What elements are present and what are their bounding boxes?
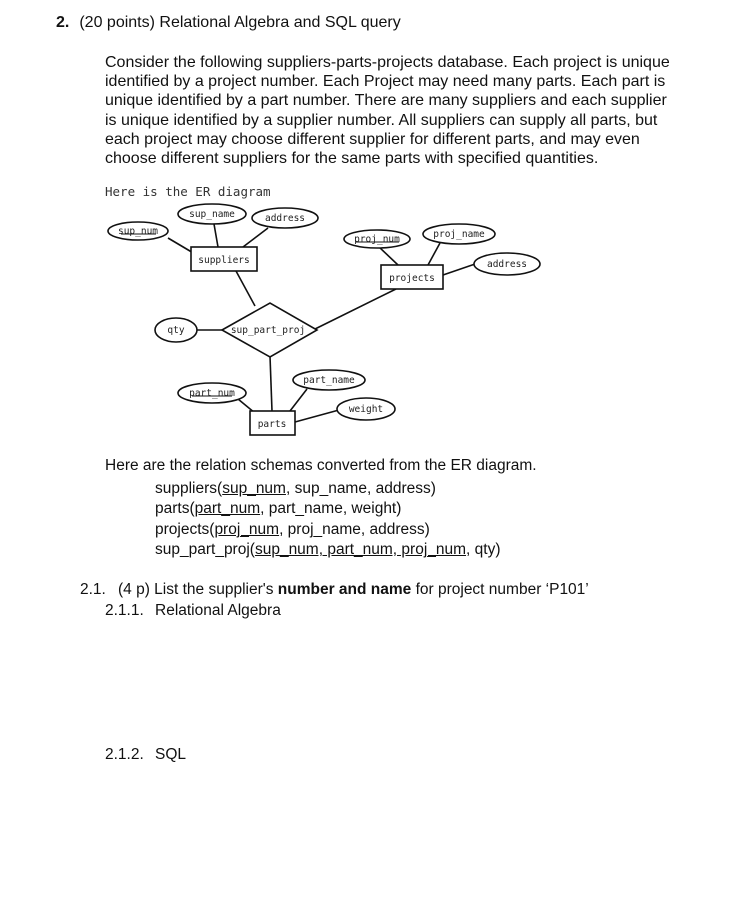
attr-weight: weight — [348, 404, 384, 415]
schema-name: suppliers( — [155, 480, 223, 497]
attr-proj-num: proj_num — [354, 234, 400, 245]
subquestion-number: 2.1.2. — [105, 746, 144, 763]
edge-rel-projects — [313, 289, 396, 330]
schema-projects — [155, 520, 501, 540]
subquestion-text: (4 p) List the supplier's — [118, 581, 278, 598]
entity-projects: projects — [389, 273, 435, 284]
schema-name: sup_part_proj( — [155, 541, 255, 559]
er-caption: Here is the ER diagram — [105, 184, 271, 199]
subquestion-2-1-1 — [105, 602, 281, 620]
attr-qty: qty — [167, 325, 185, 336]
edge-rel-parts — [270, 356, 272, 411]
attr-proj-address: address — [486, 259, 528, 270]
schema-rest: , part_name, weight) — [260, 500, 402, 518]
schema-name: parts( — [155, 500, 195, 518]
edge-proj-num — [378, 246, 398, 265]
subquestion-label: Relational Algebra — [155, 602, 281, 619]
schema-key: sup_num — [222, 480, 286, 497]
subquestion-text-after: for project number ‘P101’ — [411, 581, 589, 598]
subquestion-number: 2.1.1. — [105, 602, 144, 619]
schema-rest: , sup_name, address) — [285, 480, 436, 497]
intro-line: is unique identified by a supplier number. All suppliers can supply all parts, but — [105, 111, 658, 129]
schema-rest: , qty) — [466, 541, 501, 559]
entity-parts: parts — [257, 419, 287, 430]
subquestion-number: 2.1. — [80, 581, 106, 598]
edge-part-name — [290, 389, 307, 411]
schema-key: proj_num — [214, 520, 280, 538]
subquestion-label: SQL — [155, 746, 187, 763]
schema-key: part_num — [194, 500, 261, 518]
schema-name: projects( — [155, 520, 215, 538]
question-number: 2. — [56, 14, 70, 31]
schema-key: sup_num, part_num, proj_num — [254, 541, 467, 559]
attr-part-num: part_num — [189, 388, 235, 399]
edge-suppliers-rel — [236, 271, 255, 306]
edge-weight — [295, 410, 339, 422]
schema-list — [155, 479, 501, 561]
attr-sup-address: address — [264, 213, 306, 224]
edge-proj-address — [443, 263, 478, 275]
schema-suppliers — [155, 479, 501, 499]
intro-line: unique identified by a part number. There are many suppliers and each supplier — [105, 92, 667, 110]
subquestion-bold-text: number and name — [277, 581, 412, 598]
schema-sup-part-proj — [155, 540, 501, 560]
attr-sup-num: sup_num — [117, 226, 159, 237]
subquestion-2-1-2 — [105, 746, 186, 764]
schema-intro: Here are the relation schemas converted from the ER diagram. — [105, 457, 537, 474]
attr-sup-name: sup_name — [189, 209, 235, 220]
intro-line: each project may choose different supplier for different parts, and may even — [105, 130, 640, 148]
intro-line: Consider the following suppliers-parts-projects database. Each project is unique — [105, 54, 670, 71]
relationship-label: sup_part_proj — [230, 325, 306, 336]
edge-sup-name — [214, 224, 218, 247]
attr-proj-name: proj_name — [433, 229, 485, 240]
entity-suppliers: suppliers — [198, 255, 250, 266]
edge-proj-name — [428, 243, 440, 265]
schema-rest: , proj_name, address) — [279, 520, 430, 538]
intro-line: choose different suppliers for the same parts with specified quantities. — [105, 150, 599, 168]
subquestion-2-1 — [80, 581, 589, 599]
schema-parts — [155, 499, 501, 519]
edge-sup-address — [243, 228, 268, 247]
question-title-text: (20 points) Relational Algebra and SQL query — [79, 14, 401, 31]
attr-part-name: part_name — [303, 375, 355, 386]
intro-line: identified by a project number. Each Project may need many parts. Each part is — [105, 73, 666, 91]
